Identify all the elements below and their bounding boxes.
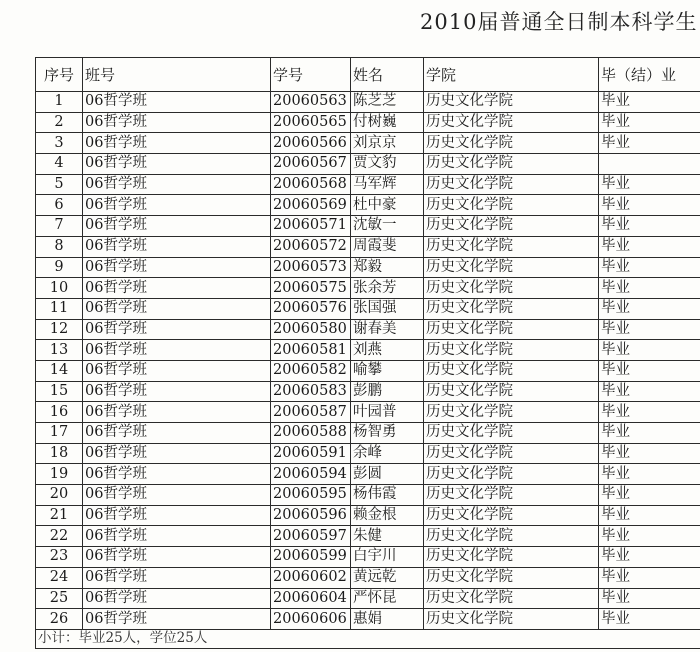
cell-student-id: 20060587 [271,402,351,423]
cell-name: 杨伟霞 [351,485,424,506]
table-row [36,257,700,278]
cell-class: 06哲学班 [83,360,271,381]
cell-status: 毕业 [599,236,700,257]
cell-college: 历史文化学院 [424,423,599,444]
cell-no: 12 [36,319,83,340]
header-student-id: 学号 [271,58,351,92]
table-row [36,360,700,381]
cell-college: 历史文化学院 [424,443,599,464]
table-row [36,236,700,257]
cell-name: 张国强 [351,298,424,319]
cell-status: 毕业 [599,195,700,216]
cell-status: 毕业 [599,567,700,588]
header-status: 毕（结）业 [599,58,700,92]
cell-class: 06哲学班 [83,319,271,340]
cell-status: 毕业 [599,92,700,113]
cell-class: 06哲学班 [83,236,271,257]
cell-student-id: 20060591 [271,443,351,464]
cell-no: 7 [36,216,83,237]
table-row [36,298,700,319]
cell-no: 20 [36,485,83,506]
cell-no: 16 [36,402,83,423]
cell-class: 06哲学班 [83,567,271,588]
cell-class: 06哲学班 [83,609,271,630]
table-row [36,609,700,630]
subtotal-text: 小计：毕业25人，学位25人 [36,629,700,648]
cell-college: 历史文化学院 [424,588,599,609]
cell-name: 周霞斐 [351,236,424,257]
cell-class: 06哲学班 [83,381,271,402]
cell-student-id: 20060566 [271,133,351,154]
cell-class: 06哲学班 [83,588,271,609]
header-no: 序号 [36,58,83,92]
cell-status: 毕业 [599,360,700,381]
cell-class: 06哲学班 [83,423,271,444]
cell-name: 张余芳 [351,278,424,299]
cell-class: 06哲学班 [83,298,271,319]
cell-college: 历史文化学院 [424,236,599,257]
cell-name: 彭鹏 [351,381,424,402]
cell-student-id: 20060606 [271,609,351,630]
cell-name: 惠娟 [351,609,424,630]
cell-status [599,154,700,175]
cell-name: 白宇川 [351,547,424,568]
table-row [36,319,700,340]
table-row [36,464,700,485]
cell-no: 19 [36,464,83,485]
cell-name: 喻攀 [351,360,424,381]
cell-no: 4 [36,154,83,175]
table-row [36,588,700,609]
header-class: 班号 [83,58,271,92]
cell-college: 历史文化学院 [424,257,599,278]
cell-student-id: 20060569 [271,195,351,216]
table-row [36,443,700,464]
cell-name: 朱健 [351,526,424,547]
cell-name: 彭圆 [351,464,424,485]
cell-status: 毕业 [599,174,700,195]
cell-college: 历史文化学院 [424,485,599,506]
cell-class: 06哲学班 [83,133,271,154]
cell-student-id: 20060572 [271,236,351,257]
cell-status: 毕业 [599,381,700,402]
cell-college: 历史文化学院 [424,609,599,630]
cell-name: 叶园普 [351,402,424,423]
cell-class: 06哲学班 [83,216,271,237]
cell-no: 18 [36,443,83,464]
cell-name: 余峰 [351,443,424,464]
cell-college: 历史文化学院 [424,505,599,526]
cell-college: 历史文化学院 [424,195,599,216]
cell-no: 14 [36,360,83,381]
cell-college: 历史文化学院 [424,216,599,237]
cell-no: 3 [36,133,83,154]
cell-student-id: 20060588 [271,423,351,444]
cell-class: 06哲学班 [83,526,271,547]
cell-status: 毕业 [599,298,700,319]
cell-college: 历史文化学院 [424,112,599,133]
cell-status: 毕业 [599,423,700,444]
cell-student-id: 20060575 [271,278,351,299]
cell-name: 杨智勇 [351,423,424,444]
cell-college: 历史文化学院 [424,174,599,195]
cell-name: 马军辉 [351,174,424,195]
cell-class: 06哲学班 [83,547,271,568]
cell-name: 杜中豪 [351,195,424,216]
cell-name: 沈敏一 [351,216,424,237]
cell-no: 1 [36,92,83,113]
cell-name: 郑毅 [351,257,424,278]
cell-student-id: 20060581 [271,340,351,361]
cell-class: 06哲学班 [83,112,271,133]
cell-student-id: 20060576 [271,298,351,319]
cell-status: 毕业 [599,485,700,506]
cell-no: 5 [36,174,83,195]
subtotal-row [36,629,700,648]
table-row [36,174,700,195]
cell-class: 06哲学班 [83,195,271,216]
cell-status: 毕业 [599,319,700,340]
cell-college: 历史文化学院 [424,547,599,568]
cell-student-id: 20060567 [271,154,351,175]
cell-class: 06哲学班 [83,464,271,485]
cell-status: 毕业 [599,112,700,133]
cell-no: 17 [36,423,83,444]
cell-student-id: 20060565 [271,112,351,133]
cell-college: 历史文化学院 [424,402,599,423]
cell-status: 毕业 [599,505,700,526]
cell-name: 谢春美 [351,319,424,340]
cell-class: 06哲学班 [83,505,271,526]
cell-status: 毕业 [599,216,700,237]
cell-no: 23 [36,547,83,568]
cell-student-id: 20060583 [271,381,351,402]
cell-class: 06哲学班 [83,402,271,423]
cell-student-id: 20060595 [271,485,351,506]
cell-student-id: 20060597 [271,526,351,547]
cell-college: 历史文化学院 [424,298,599,319]
cell-name: 刘燕 [351,340,424,361]
cell-college: 历史文化学院 [424,278,599,299]
cell-no: 6 [36,195,83,216]
cell-name: 刘京京 [351,133,424,154]
cell-name: 赖金根 [351,505,424,526]
cell-student-id: 20060599 [271,547,351,568]
cell-student-id: 20060573 [271,257,351,278]
cell-name: 贾文豹 [351,154,424,175]
table-row [36,547,700,568]
cell-no: 9 [36,257,83,278]
cell-class: 06哲学班 [83,485,271,506]
cell-status: 毕业 [599,547,700,568]
cell-student-id: 20060582 [271,360,351,381]
cell-no: 26 [36,609,83,630]
cell-name: 付树巍 [351,112,424,133]
cell-student-id: 20060563 [271,92,351,113]
cell-student-id: 20060568 [271,174,351,195]
cell-no: 21 [36,505,83,526]
table-row [36,423,700,444]
cell-no: 25 [36,588,83,609]
table-row [36,526,700,547]
cell-name: 黄远乾 [351,567,424,588]
cell-no: 8 [36,236,83,257]
table-row [36,402,700,423]
cell-no: 10 [36,278,83,299]
cell-no: 24 [36,567,83,588]
cell-class: 06哲学班 [83,174,271,195]
cell-no: 13 [36,340,83,361]
cell-class: 06哲学班 [83,278,271,299]
table-row [36,195,700,216]
cell-college: 历史文化学院 [424,526,599,547]
cell-class: 06哲学班 [83,443,271,464]
cell-college: 历史文化学院 [424,154,599,175]
cell-college: 历史文化学院 [424,92,599,113]
cell-student-id: 20060596 [271,505,351,526]
table-row [36,112,700,133]
table-row [36,154,700,175]
table-row [36,485,700,506]
cell-class: 06哲学班 [83,340,271,361]
cell-status: 毕业 [599,464,700,485]
cell-student-id: 20060604 [271,588,351,609]
table-row [36,133,700,154]
cell-name: 严怀昆 [351,588,424,609]
cell-no: 2 [36,112,83,133]
cell-college: 历史文化学院 [424,319,599,340]
cell-status: 毕业 [599,133,700,154]
cell-college: 历史文化学院 [424,360,599,381]
cell-college: 历史文化学院 [424,381,599,402]
cell-status: 毕业 [599,257,700,278]
cell-student-id: 20060602 [271,567,351,588]
cell-status: 毕业 [599,588,700,609]
cell-status: 毕业 [599,609,700,630]
cell-status: 毕业 [599,278,700,299]
cell-no: 11 [36,298,83,319]
table-row [36,216,700,237]
graduate-table [35,57,700,649]
cell-status: 毕业 [599,402,700,423]
cell-no: 15 [36,381,83,402]
cell-student-id: 20060571 [271,216,351,237]
document-title: 2010届普通全日制本科学生 [420,10,698,34]
cell-no: 22 [36,526,83,547]
cell-college: 历史文化学院 [424,464,599,485]
cell-class: 06哲学班 [83,257,271,278]
header-name: 姓名 [351,58,424,92]
cell-college: 历史文化学院 [424,567,599,588]
table-row [36,92,700,113]
cell-class: 06哲学班 [83,154,271,175]
table-row [36,381,700,402]
cell-status: 毕业 [599,526,700,547]
cell-student-id: 20060580 [271,319,351,340]
cell-student-id: 20060594 [271,464,351,485]
cell-college: 历史文化学院 [424,340,599,361]
cell-class: 06哲学班 [83,92,271,113]
table-row [36,340,700,361]
cell-status: 毕业 [599,443,700,464]
header-college: 学院 [424,58,599,92]
table-row [36,567,700,588]
cell-name: 陈芝芝 [351,92,424,113]
cell-college: 历史文化学院 [424,133,599,154]
cell-status: 毕业 [599,340,700,361]
header-row [36,58,700,92]
table-row [36,505,700,526]
table-row [36,278,700,299]
